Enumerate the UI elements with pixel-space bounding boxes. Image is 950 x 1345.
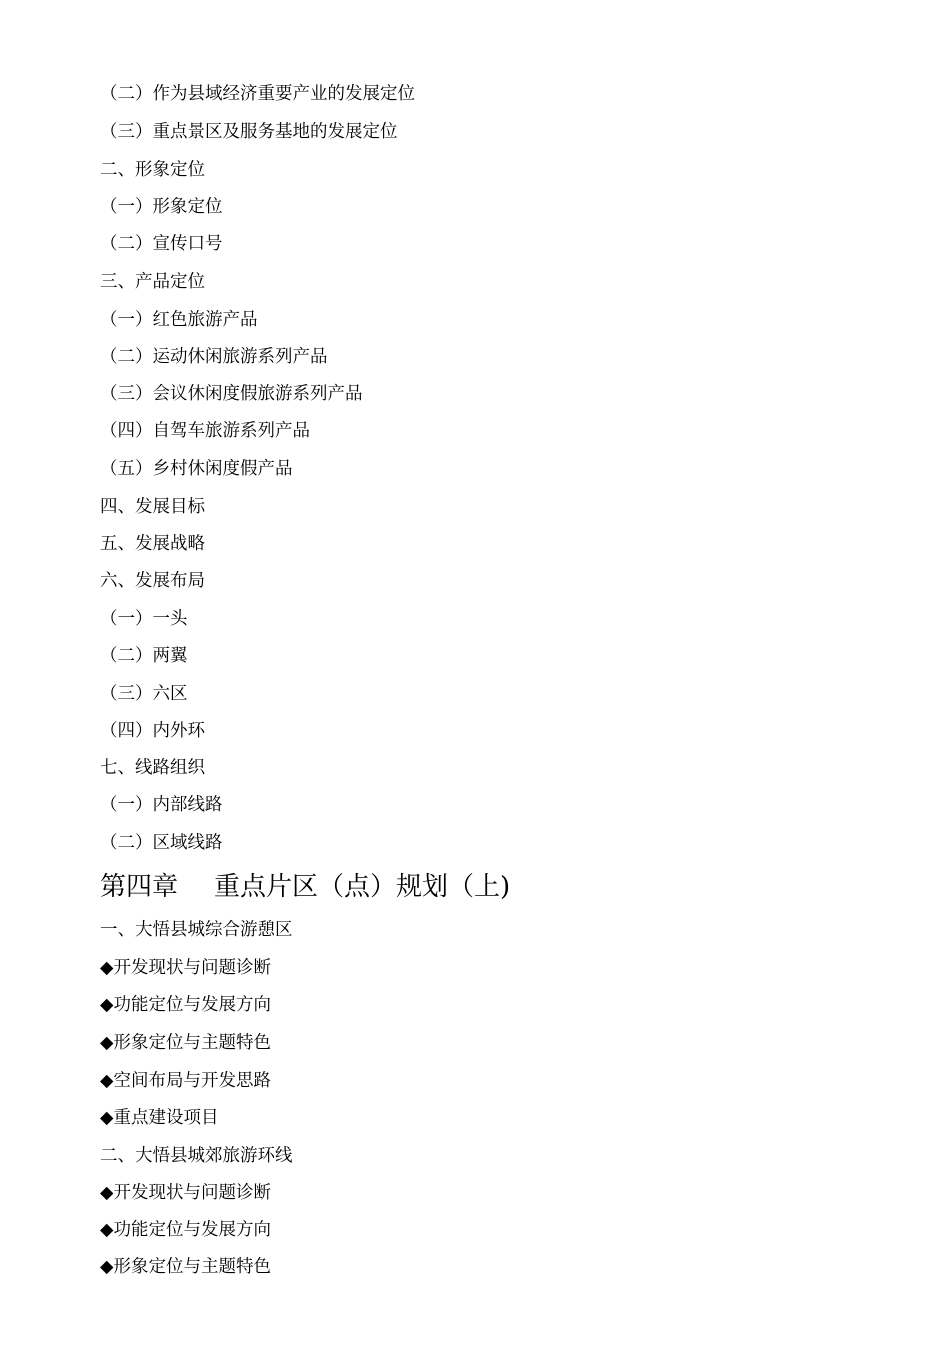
chapter-heading — [100, 870, 510, 904]
toc-section: 二、形象定位 — [100, 160, 205, 180]
toc-line: （四）内外环 — [100, 721, 205, 741]
toc-section: 六、发展布局 — [100, 571, 205, 591]
toc-section: 七、线路组织 — [100, 758, 205, 778]
toc-line: （二）作为县域经济重要产业的发展定位 — [100, 84, 415, 104]
toc-bullet: ◆形象定位与主题特色 — [100, 1033, 271, 1053]
toc-line: （四）自驾车旅游系列产品 — [100, 421, 310, 441]
toc-line: （二）运动休闲旅游系列产品 — [100, 347, 328, 367]
toc-section: 五、发展战略 — [100, 534, 205, 554]
toc-line: （三）重点景区及服务基地的发展定位 — [100, 122, 398, 142]
toc-line: （二）两翼 — [100, 646, 188, 666]
toc-line: （一）红色旅游产品 — [100, 310, 258, 330]
toc-bullet: ◆开发现状与问题诊断 — [100, 1183, 271, 1203]
toc-bullet: ◆功能定位与发展方向 — [100, 995, 271, 1015]
toc-section: 三、产品定位 — [100, 272, 205, 292]
toc-line: （一）内部线路 — [100, 795, 223, 815]
chapter-number: 第四章 — [100, 872, 179, 902]
toc-section: 一、大悟县城综合游憩区 — [100, 920, 293, 940]
toc-line: （一）形象定位 — [100, 197, 223, 217]
toc-bullet: ◆功能定位与发展方向 — [100, 1220, 271, 1240]
chapter-title: 重点片区（点）规划（上) — [214, 872, 511, 902]
toc-bullet: ◆重点建设项目 — [100, 1108, 219, 1128]
toc-section: 四、发展目标 — [100, 497, 205, 517]
toc-section: 二、大悟县城郊旅游环线 — [100, 1146, 293, 1166]
toc-bullet: ◆开发现状与问题诊断 — [100, 958, 271, 978]
toc-bullet: ◆形象定位与主题特色 — [100, 1257, 271, 1277]
toc-bullet: ◆空间布局与开发思路 — [100, 1071, 271, 1091]
toc-line: （一）一头 — [100, 609, 188, 629]
toc-line: （三）六区 — [100, 684, 188, 704]
toc-line: （二）宣传口号 — [100, 234, 223, 254]
toc-line: （二）区域线路 — [100, 833, 223, 853]
toc-line: （三）会议休闲度假旅游系列产品 — [100, 384, 363, 404]
toc-line: （五）乡村休闲度假产品 — [100, 459, 293, 479]
